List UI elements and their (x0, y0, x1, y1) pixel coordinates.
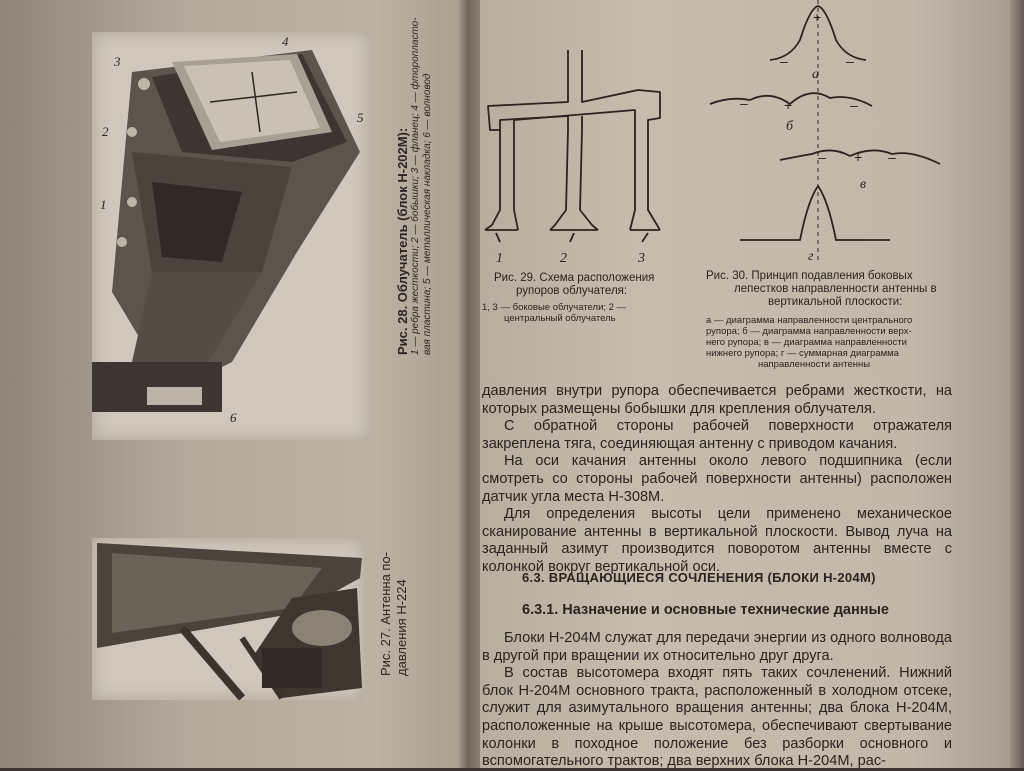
minus-sign: – (888, 149, 896, 165)
fig29-caption (482, 272, 682, 324)
plus-sign: + (854, 149, 863, 165)
fig30-caption-sub-1: а — диаграмма направленности центрального (706, 315, 913, 326)
fig28-photo (92, 32, 370, 440)
fig28-callout-5: 5 (357, 110, 364, 125)
fig30-label-v: в (860, 177, 867, 192)
fig27-caption-line2: давления Н-224 (394, 579, 409, 676)
minus-sign: – (850, 97, 858, 113)
fig30-caption-title-1: Рис. 30. Принцип подавления боковых (706, 270, 913, 282)
body-text-bottom (482, 630, 952, 771)
fig28-callout-4: 4 (282, 34, 289, 49)
page-edge (1010, 0, 1024, 768)
fig28-caption-line2: вая пластина; 5 — металлическая накладка; 6 — волновод (422, 73, 433, 355)
fig29-diagram (470, 40, 680, 270)
body-text-top (482, 383, 952, 577)
fig30-label-a: а (812, 67, 819, 82)
fig29-caption-sub-2: центральный облучатель (504, 313, 616, 324)
fig30-caption-sub-5: направленности антенны (758, 359, 871, 370)
fig30-caption-title-3: вертикальной плоскости: (768, 296, 903, 308)
section-heading-6-3: 6.3. ВРАЩАЮЩИЕСЯ СОЧЛЕНЕНИЯ (БЛОКИ Н-204М) (522, 570, 876, 585)
fig28-callout-3: 3 (114, 54, 121, 69)
fig30-caption (706, 270, 956, 370)
fig28-caption-title: Рис. 28. Облучатель (блок Н-202М): (395, 127, 410, 355)
fig28-callout-1: 1 (100, 197, 107, 212)
fig27-caption-line1: Рис. 27. Антенна по- (378, 551, 393, 676)
paragraph: Для определения высоты цели применено механическое сканирование антенны в вертикальной плоскости. Вывод луча на заданный азимут производится поворотом антенны вместе с колонкой вокруг вертикальной оси. (482, 506, 952, 575)
minus-sign: – (780, 53, 788, 69)
fig30-label-g: г (808, 249, 814, 262)
fig29-caption-title-1: Рис. 29. Схема расположения (494, 272, 655, 284)
minus-sign: – (846, 53, 854, 69)
fig30-caption-sub-3: него рупора; в — диаграмма направленности (706, 337, 907, 348)
fig28-caption-line1: 1 — ребра жесткости; 2 — бобышки; 3 — фланец; 4 — фторопласто- (410, 17, 421, 355)
minus-sign: – (818, 149, 826, 165)
fig30-caption-sub-4: нижнего рупора; г — суммарная диаграмма (706, 348, 899, 359)
paragraph: На оси качания антенны около левого подшипника (если смотреть со стороны рабочей поверхности антенны) расположен датчик угла места Н-308М. (482, 453, 952, 505)
fig28-callout-6: 6 (230, 410, 237, 425)
plus-sign: + (784, 97, 793, 113)
fig29-label-1: 1 (496, 251, 503, 266)
feed-horn-illustration (92, 32, 370, 440)
fig30-label-b: б (786, 119, 794, 134)
section-heading-6-3-1: 6.3.1. Назначение и основные технические данные (522, 602, 889, 618)
fig30-diagram (700, 0, 950, 262)
fig30-caption-title-2: лепестков направленности антенны в (734, 283, 937, 295)
minus-sign: – (740, 95, 748, 111)
fig29-label-3: 3 (638, 251, 645, 266)
fig28-callout-2: 2 (102, 124, 109, 139)
fig29-caption-sub-1: 1, 3 — боковые облучатели; 2 — (482, 302, 627, 313)
paragraph: В состав высотомера входят пять таких сочленений. Нижний блок Н-204М основного тракта, расположенный в холодном отсеке, служит для азимутального вращения антенны; два блока Н-204М, расположенные на крыше высотомера, обеспечивают свертывание колонки в походное положение без разборки основного и вспомогательного трактов; два верхних блока Н-204М, рас- (482, 665, 952, 770)
fig28-caption (395, 17, 434, 355)
fig30-caption-sub-2: рупора; б — диаграмма направленности верх- (706, 326, 912, 337)
fig27-photo (92, 538, 364, 700)
fig29-label-2: 2 (560, 251, 567, 266)
antenna-illustration (92, 538, 364, 700)
fig27-caption (378, 552, 410, 676)
fig29-caption-title-2: рупоров облучателя: (516, 285, 628, 297)
paragraph: Блоки Н-204М служат для передачи энергии из одного волновода в другой при вращении их относительно друг друга. (482, 630, 952, 664)
paragraph: С обратной стороны рабочей поверхности отражателя закреплена тяга, соединяющая антенну с приводом качания. (482, 418, 952, 452)
paragraph: давления внутри рупора обеспечивается ребрами жесткости, на которых размещены бобышки для крепления облучателя. (482, 383, 952, 417)
plus-sign: + (813, 9, 822, 25)
